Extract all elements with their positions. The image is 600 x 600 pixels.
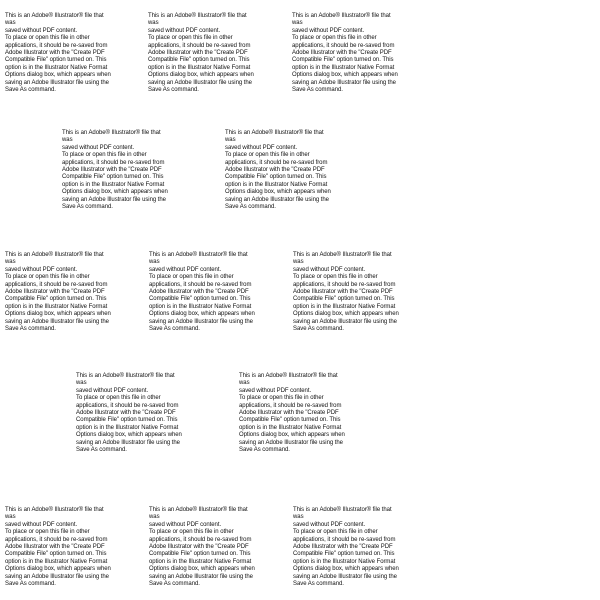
notice-line: This is an Adobe® Illustrator® file that was bbox=[225, 130, 324, 144]
notice-line: To place or open this file in other bbox=[62, 152, 147, 159]
notice-line: Save As command. bbox=[5, 581, 56, 588]
notice-line: option is in the Illustrator Native Format bbox=[292, 64, 395, 71]
notice-line: To place or open this file in other bbox=[239, 395, 324, 402]
notice-line: applications, it should be re-saved from bbox=[293, 536, 396, 543]
notice-line: option is in the Illustrator Native Format bbox=[5, 303, 108, 310]
notice-line: Compatible File" option turned on. This bbox=[149, 296, 251, 303]
notice-line: This is an Adobe® Illustrator® file that was bbox=[293, 252, 392, 266]
notice-line: Adobe Illustrator with the "Create PDF bbox=[5, 544, 105, 551]
notice-line: To place or open this file in other bbox=[149, 274, 234, 281]
notice-line: saved without PDF content. bbox=[225, 144, 298, 151]
notice-line: applications, it should be re-saved from bbox=[76, 402, 179, 409]
notice-line: Options dialog box, which appears when bbox=[292, 72, 398, 79]
notice-line: saving an Adobe Illustrator file using the bbox=[293, 318, 397, 325]
notice-line: Adobe Illustrator with the "Create PDF bbox=[149, 289, 249, 296]
notice-line: saved without PDF content. bbox=[149, 521, 222, 528]
notice-line: saving an Adobe Illustrator file using the bbox=[149, 318, 253, 325]
notice-line: Adobe Illustrator with the "Create PDF bbox=[5, 50, 105, 57]
notice-line: saved without PDF content. bbox=[5, 521, 78, 528]
notice-line: Save As command. bbox=[239, 447, 290, 454]
notice-line: saved without PDF content. bbox=[5, 266, 78, 273]
notice-line: This is an Adobe® Illustrator® file that was bbox=[239, 373, 338, 387]
notice-line: Compatible File" option turned on. This bbox=[239, 417, 341, 424]
notice-line: saved without PDF content. bbox=[292, 27, 365, 34]
pdf-notice-4 bbox=[62, 130, 172, 211]
pdf-notice-6 bbox=[5, 252, 115, 333]
notice-line: This is an Adobe® Illustrator® file that was bbox=[149, 507, 248, 521]
notice-line: saved without PDF content. bbox=[239, 387, 312, 394]
notice-line: saving an Adobe Illustrator file using the bbox=[5, 79, 109, 86]
notice-line: applications, it should be re-saved from bbox=[293, 281, 396, 288]
notice-line: This is an Adobe® Illustrator® file that was bbox=[62, 130, 161, 144]
notice-line: Adobe Illustrator with the "Create PDF bbox=[225, 167, 325, 174]
notice-line: Save As command. bbox=[5, 87, 56, 94]
notice-line: saving an Adobe Illustrator file using the bbox=[148, 79, 252, 86]
notice-line: saving an Adobe Illustrator file using the bbox=[239, 439, 343, 446]
notice-line: saved without PDF content. bbox=[76, 387, 149, 394]
notice-line: Compatible File" option turned on. This bbox=[293, 551, 395, 558]
notice-line: option is in the Illustrator Native Format bbox=[5, 558, 108, 565]
notice-line: Adobe Illustrator with the "Create PDF bbox=[62, 167, 162, 174]
pdf-notice-7 bbox=[149, 252, 259, 333]
notice-line: Adobe Illustrator with the "Create PDF bbox=[292, 50, 392, 57]
notice-line: Compatible File" option turned on. This bbox=[225, 174, 327, 181]
notice-line: option is in the Illustrator Native Format bbox=[62, 181, 165, 188]
notice-line: Adobe Illustrator with the "Create PDF bbox=[293, 544, 393, 551]
notice-line: Options dialog box, which appears when bbox=[239, 432, 345, 439]
notice-line: To place or open this file in other bbox=[5, 529, 90, 536]
notice-line: This is an Adobe® Illustrator® file that was bbox=[148, 13, 247, 27]
notice-line: This is an Adobe® Illustrator® file that was bbox=[292, 13, 391, 27]
notice-line: Save As command. bbox=[149, 581, 200, 588]
notice-line: applications, it should be re-saved from bbox=[149, 536, 252, 543]
notice-line: Adobe Illustrator with the "Create PDF bbox=[76, 410, 176, 417]
notice-line: Options dialog box, which appears when bbox=[5, 72, 111, 79]
notice-line: saving an Adobe Illustrator file using the bbox=[292, 79, 396, 86]
notice-line: Compatible File" option turned on. This bbox=[5, 551, 107, 558]
notice-line: saving an Adobe Illustrator file using the bbox=[5, 318, 109, 325]
notice-line: applications, it should be re-saved from bbox=[5, 42, 108, 49]
notice-line: Save As command. bbox=[293, 326, 344, 333]
notice-line: applications, it should be re-saved from bbox=[292, 42, 395, 49]
notice-line: Adobe Illustrator with the "Create PDF bbox=[293, 289, 393, 296]
notice-line: option is in the Illustrator Native Format bbox=[148, 64, 251, 71]
notice-line: saved without PDF content. bbox=[62, 144, 135, 151]
pdf-notice-10 bbox=[239, 373, 349, 454]
pdf-notice-8 bbox=[293, 252, 403, 333]
notice-line: saving an Adobe Illustrator file using the bbox=[149, 573, 253, 580]
notice-line: This is an Adobe® Illustrator® file that was bbox=[149, 252, 248, 266]
notice-line: applications, it should be re-saved from bbox=[239, 402, 342, 409]
notice-line: Save As command. bbox=[293, 581, 344, 588]
notice-line: Save As command. bbox=[62, 204, 113, 211]
pdf-notice-12 bbox=[149, 507, 259, 588]
notice-line: Options dialog box, which appears when bbox=[76, 432, 182, 439]
pdf-notice-5 bbox=[225, 130, 335, 211]
notice-line: Compatible File" option turned on. This bbox=[149, 551, 251, 558]
notice-line: Options dialog box, which appears when bbox=[149, 311, 255, 318]
notice-line: To place or open this file in other bbox=[5, 35, 90, 42]
pdf-notice-9 bbox=[76, 373, 186, 454]
notice-line: applications, it should be re-saved from bbox=[149, 281, 252, 288]
notice-line: This is an Adobe® Illustrator® file that was bbox=[5, 507, 104, 521]
notice-line: option is in the Illustrator Native Format bbox=[293, 303, 396, 310]
notice-line: saving an Adobe Illustrator file using the bbox=[62, 196, 166, 203]
notice-line: Compatible File" option turned on. This bbox=[76, 417, 178, 424]
pdf-notice-11 bbox=[5, 507, 115, 588]
notice-line: option is in the Illustrator Native Format bbox=[239, 424, 342, 431]
notice-line: Compatible File" option turned on. This bbox=[62, 174, 164, 181]
pdf-notice-2 bbox=[148, 13, 258, 94]
notice-line: To place or open this file in other bbox=[149, 529, 234, 536]
notice-line: Options dialog box, which appears when bbox=[5, 311, 111, 318]
notice-line: Save As command. bbox=[148, 87, 199, 94]
notice-line: saving an Adobe Illustrator file using the bbox=[293, 573, 397, 580]
notice-line: option is in the Illustrator Native Format bbox=[149, 558, 252, 565]
pdf-notice-13 bbox=[293, 507, 403, 588]
notice-line: Compatible File" option turned on. This bbox=[5, 296, 107, 303]
notice-line: Save As command. bbox=[225, 204, 276, 211]
notice-line: To place or open this file in other bbox=[293, 529, 378, 536]
notice-line: Options dialog box, which appears when bbox=[293, 311, 399, 318]
pdf-notice-3 bbox=[292, 13, 402, 94]
notice-line: option is in the Illustrator Native Format bbox=[293, 558, 396, 565]
notice-line: saving an Adobe Illustrator file using the bbox=[225, 196, 329, 203]
notice-line: Options dialog box, which appears when bbox=[149, 566, 255, 573]
notice-line: saving an Adobe Illustrator file using the bbox=[76, 439, 180, 446]
pdf-notice-1 bbox=[5, 13, 115, 94]
notice-line: Save As command. bbox=[5, 326, 56, 333]
notice-line: applications, it should be re-saved from bbox=[148, 42, 251, 49]
notice-line: To place or open this file in other bbox=[5, 274, 90, 281]
notice-line: To place or open this file in other bbox=[293, 274, 378, 281]
notice-line: Compatible File" option turned on. This bbox=[148, 57, 250, 64]
notice-line: applications, it should be re-saved from bbox=[5, 536, 108, 543]
notice-line: Adobe Illustrator with the "Create PDF bbox=[148, 50, 248, 57]
notice-line: To place or open this file in other bbox=[292, 35, 377, 42]
notice-line: Options dialog box, which appears when bbox=[225, 189, 331, 196]
notice-line: Options dialog box, which appears when bbox=[5, 566, 111, 573]
notice-line: applications, it should be re-saved from bbox=[5, 281, 108, 288]
notice-line: saved without PDF content. bbox=[293, 521, 366, 528]
notice-line: saved without PDF content. bbox=[148, 27, 221, 34]
notice-line: This is an Adobe® Illustrator® file that was bbox=[76, 373, 175, 387]
notice-line: To place or open this file in other bbox=[225, 152, 310, 159]
notice-line: Compatible File" option turned on. This bbox=[5, 57, 107, 64]
notice-line: saved without PDF content. bbox=[293, 266, 366, 273]
notice-line: saved without PDF content. bbox=[149, 266, 222, 273]
notice-line: Adobe Illustrator with the "Create PDF bbox=[149, 544, 249, 551]
notice-line: Compatible File" option turned on. This bbox=[292, 57, 394, 64]
notice-line: saving an Adobe Illustrator file using the bbox=[5, 573, 109, 580]
notice-line: Save As command. bbox=[76, 447, 127, 454]
notice-line: Options dialog box, which appears when bbox=[62, 189, 168, 196]
notice-line: option is in the Illustrator Native Format bbox=[149, 303, 252, 310]
notice-line: This is an Adobe® Illustrator® file that was bbox=[5, 252, 104, 266]
notice-line: To place or open this file in other bbox=[148, 35, 233, 42]
notice-line: Compatible File" option turned on. This bbox=[293, 296, 395, 303]
notice-line: option is in the Illustrator Native Format bbox=[225, 181, 328, 188]
notice-line: option is in the Illustrator Native Format bbox=[76, 424, 179, 431]
notice-line: applications, it should be re-saved from bbox=[62, 159, 165, 166]
notice-line: Options dialog box, which appears when bbox=[293, 566, 399, 573]
notice-line: This is an Adobe® Illustrator® file that was bbox=[293, 507, 392, 521]
notice-line: applications, it should be re-saved from bbox=[225, 159, 328, 166]
notice-line: Adobe Illustrator with the "Create PDF bbox=[239, 410, 339, 417]
notice-line: Save As command. bbox=[149, 326, 200, 333]
notice-line: saved without PDF content. bbox=[5, 27, 78, 34]
notice-line: option is in the Illustrator Native Format bbox=[5, 64, 108, 71]
notice-line: To place or open this file in other bbox=[76, 395, 161, 402]
notice-line: Adobe Illustrator with the "Create PDF bbox=[5, 289, 105, 296]
notice-line: Save As command. bbox=[292, 87, 343, 94]
notice-line: This is an Adobe® Illustrator® file that was bbox=[5, 13, 104, 27]
notice-line: Options dialog box, which appears when bbox=[148, 72, 254, 79]
